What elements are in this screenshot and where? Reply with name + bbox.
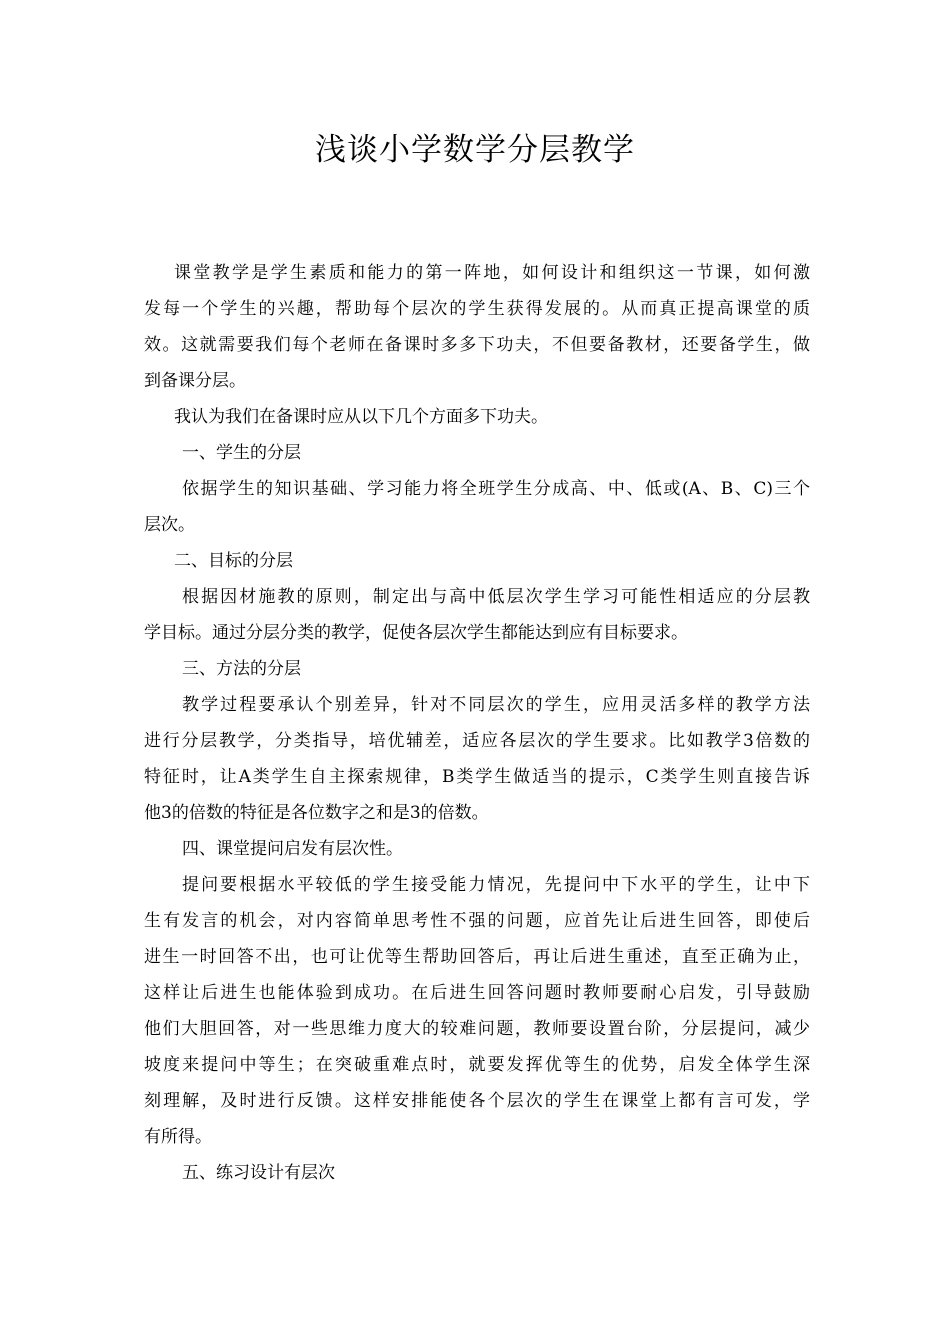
document-title: 浅谈小学数学分层教学	[315, 132, 635, 168]
paragraph-line: 提问要根据水平较低的学生接受能力情况，先提问中下水平的学生，让中下	[182, 875, 810, 895]
paragraph-line: 特征时，让A类学生自主探索规律，B类学生做适当的提示，C类学生则直接告诉	[144, 767, 810, 787]
paragraph-line: 我认为我们在备课时应从以下几个方面多下功夫。	[174, 407, 548, 427]
paragraph-line: 进生一时回答不出，也可让优等生帮助回答后，再让后进生重述，直至正确为止，	[144, 947, 810, 967]
paragraph-line: 发每一个学生的兴趣，帮助每个层次的学生获得发展的。从而真正提高课堂的质	[144, 299, 810, 319]
paragraph-line: 到备课分层。	[144, 371, 246, 391]
paragraph-line: 教学过程要承认个别差异，针对不同层次的学生，应用灵活多样的教学方法	[182, 695, 810, 715]
section-heading: 二、目标的分层	[174, 551, 293, 571]
paragraph-line: 这样让后进生也能体验到成功。在后进生回答问题时教师要耐心启发，引导鼓励	[144, 983, 810, 1003]
paragraph-line: 坡度来提问中等生；在突破重难点时，就要发挥优等生的优势，启发全体学生深	[144, 1055, 810, 1075]
paragraph-line: 根据因材施教的原则，制定出与高中低层次学生学习可能性相适应的分层教	[182, 587, 810, 607]
paragraph-line: 进行分层教学，分类指导，培优辅差，适应各层次的学生要求。比如教学3倍数的	[144, 731, 810, 751]
paragraph-line: 生有发言的机会，对内容简单思考性不强的问题，应首先让后进生回答，即使后	[144, 911, 810, 931]
paragraph-line: 层次。	[144, 515, 195, 535]
paragraph-line: 他们大胆回答，对一些思维力度大的较难问题，教师要设置台阶，分层提问，减少	[144, 1019, 810, 1039]
section-heading: 五、练习设计有层次	[182, 1163, 335, 1183]
paragraph-line: 课堂教学是学生素质和能力的第一阵地，如何设计和组织这一节课，如何激	[174, 263, 810, 283]
paragraph-line: 效。这就需要我们每个老师在备课时多多下功夫，不但要备教材，还要备学生，做	[144, 335, 810, 355]
paragraph-line: 学目标。通过分层分类的教学，促使各层次学生都能达到应有目标要求。	[144, 623, 688, 643]
section-heading: 三、方法的分层	[182, 659, 301, 679]
section-heading: 四、课堂提问启发有层次性。	[182, 839, 403, 859]
paragraph-line: 有所得。	[144, 1127, 212, 1147]
document-body	[144, 255, 810, 1191]
paragraph-line: 依据学生的知识基础、学习能力将全班学生分成高、中、低或(A、B、C)三个	[182, 479, 810, 499]
paragraph-line: 刻理解，及时进行反馈。这样安排能使各个层次的学生在课堂上都有言可发，学	[144, 1091, 810, 1111]
paragraph-line: 他3的倍数的特征是各位数字之和是3的倍数。	[144, 803, 489, 823]
section-heading: 一、学生的分层	[182, 443, 301, 463]
